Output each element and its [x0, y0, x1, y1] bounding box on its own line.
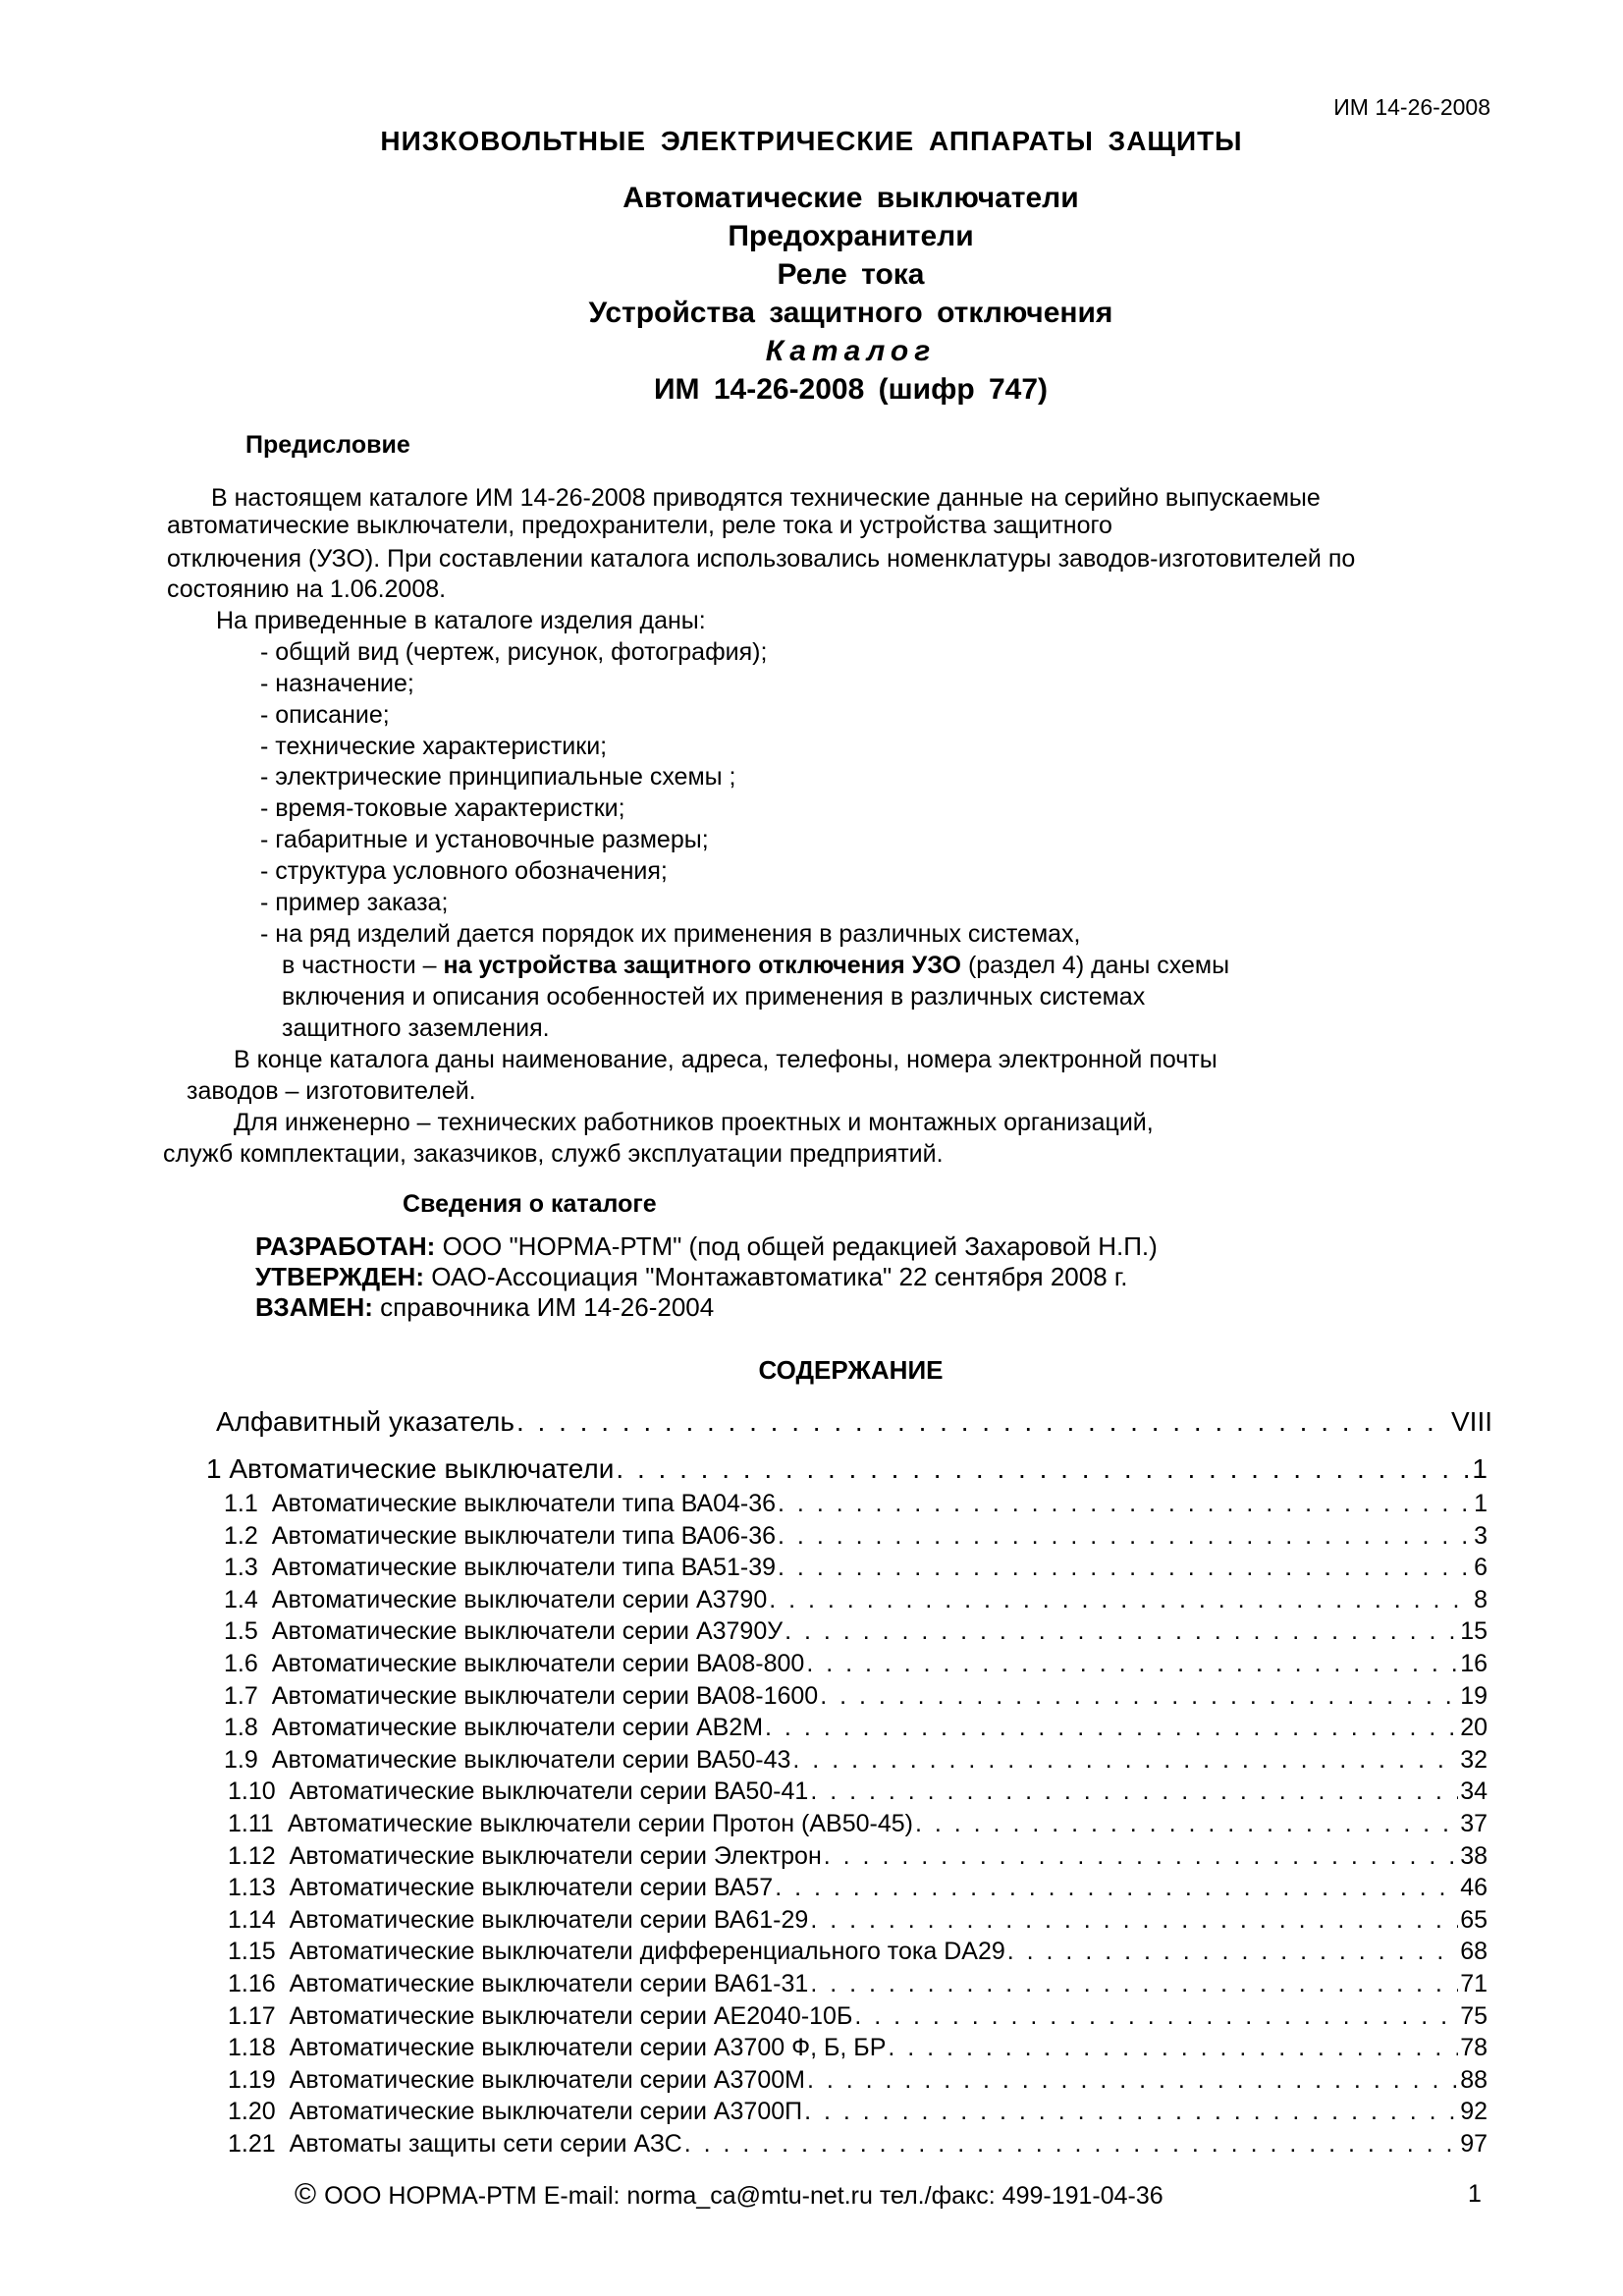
subtitle-relays: Реле тока	[777, 258, 925, 291]
footer-text: ООО НОРМА-РТМ E-mail: norma_ca@mtu-net.ru тел./факс: 499-191-04-36	[324, 2182, 1163, 2210]
toc-row[interactable]	[228, 2098, 1488, 2126]
toc-item-page: 34	[1460, 1777, 1488, 1806]
list-item: - структура условного обозначения;	[260, 857, 668, 885]
toc-item-number: 1.1	[224, 1490, 258, 1517]
toc-row[interactable]	[228, 2130, 1488, 2159]
developed-label: РАЗРАБОТАН:	[255, 1231, 436, 1261]
toc-item-number: 1.11	[228, 1810, 274, 1837]
copyright-icon: ©	[295, 2178, 317, 2211]
toc-index-page: VIII	[1450, 1406, 1492, 1437]
list-item: - технические характеристики;	[260, 733, 608, 760]
toc-item-page: 65	[1460, 1905, 1488, 1934]
toc-item-number: 1.13	[228, 1874, 276, 1902]
toc-item-label: Автоматические выключатели серии ВА08-800	[271, 1650, 805, 1677]
toc-item-number: 1.3	[224, 1554, 258, 1582]
toc-section-page: 1	[1472, 1453, 1488, 1484]
toc-leader	[516, 1406, 1449, 1438]
list-item: - время-токовые характеристки;	[260, 794, 625, 822]
uzo-line	[282, 952, 1229, 979]
toc-row[interactable]	[224, 1554, 1488, 1582]
toc-row[interactable]	[224, 1617, 1488, 1646]
toc-item-number: 1.16	[228, 1970, 276, 1997]
toc-index-label: Алфавитный указатель	[216, 1406, 514, 1437]
toc-leader	[810, 1970, 1458, 1998]
toc-row[interactable]	[228, 1810, 1488, 1838]
toc-item-label: Автоматические выключатели серии А3700М	[289, 2065, 805, 2094]
toc-row[interactable]	[224, 1586, 1488, 1614]
toc-item-label: Автоматические выключатели серии АЕ2040-10Б	[289, 2001, 853, 2030]
toc-item-label: Автоматы защиты сети серии АЗС	[289, 2130, 682, 2158]
preface-line: В конце каталога даны наименование, адреса, телефоны, номера электронной почты	[234, 1046, 1217, 1073]
toc-row[interactable]	[228, 1874, 1488, 1902]
toc-row[interactable]	[228, 1938, 1488, 1966]
toc-row[interactable]	[224, 1650, 1488, 1678]
list-item: - на ряд изделий дается порядок их применения в различных системах,	[260, 920, 1081, 948]
toc-leader	[820, 1682, 1458, 1711]
toc-item-number: 1.10	[228, 1777, 276, 1806]
toc-leader	[765, 1714, 1458, 1742]
toc-row[interactable]	[228, 2034, 1488, 2062]
toc-leader	[616, 1453, 1470, 1485]
toc-leader	[824, 1842, 1458, 1871]
toc-leader	[684, 2130, 1458, 2159]
list-item: - пример заказа;	[260, 889, 449, 916]
toc-item-page: 88	[1460, 2065, 1488, 2094]
toc-row[interactable]	[224, 1714, 1488, 1742]
preface-line: защитного заземления.	[282, 1014, 550, 1042]
toc-item-label: Автоматические выключатели серии ВА50-41	[289, 1777, 809, 1806]
toc-item-number: 1.4	[224, 1585, 258, 1613]
toc-item-label: Автоматические выключатели типа ВА04-36	[271, 1490, 777, 1517]
toc-item-label: Автоматические выключатели серии А3790	[271, 1585, 768, 1613]
preface-line: Для инженерно – технических работников проектных и монтажных организаций,	[234, 1109, 1154, 1136]
toc-item-page: 71	[1460, 1970, 1488, 1997]
toc-item-page: 32	[1460, 1745, 1488, 1774]
toc-item-page: 75	[1460, 2001, 1488, 2030]
toc-item-number: 1.21	[228, 2130, 276, 2158]
preface-heading: Предисловие	[245, 431, 410, 459]
toc-item-page: 46	[1460, 1874, 1488, 1902]
list-item: - общий вид (чертеж, рисунок, фотография);	[260, 638, 768, 666]
footer	[295, 2178, 1163, 2212]
toc-item-number: 1.5	[224, 1617, 258, 1646]
preface-line: служб комплектации, заказчиков, служб эксплуатации предприятий.	[163, 1140, 944, 1168]
preface-line: заводов – изготовителей.	[187, 1077, 476, 1105]
toc-leader	[888, 2034, 1458, 2062]
approved-label: УТВЕРЖДЕН:	[255, 1262, 424, 1291]
toc-item-page: 20	[1460, 1714, 1488, 1742]
toc-leader	[810, 1906, 1458, 1935]
page-number: 1	[1468, 2180, 1482, 2208]
subtitle-breakers: Автоматические выключатели	[622, 182, 1079, 214]
list-item: - назначение;	[260, 670, 414, 697]
toc-item-label: Автоматические выключатели серии А3790У	[271, 1617, 784, 1646]
toc-item-page: 78	[1460, 2034, 1488, 2062]
developed-value: ООО "НОРМА-РТМ" (под общей редакцией Захаровой Н.П.)	[442, 1231, 1158, 1261]
toc-leader	[854, 2002, 1458, 2031]
toc-item-page: 1	[1474, 1490, 1488, 1517]
toc-item-label: Автоматические выключатели серии ВА57	[289, 1874, 774, 1902]
toc-leader	[778, 1554, 1472, 1582]
toc-index-row[interactable]	[216, 1406, 1492, 1438]
list-item: - габаритные и установочные размеры;	[260, 826, 709, 853]
toc-leader	[915, 1810, 1458, 1838]
developed-line	[255, 1231, 1158, 1262]
preface-line: На приведенные в каталоге изделия даны:	[216, 607, 706, 634]
toc-leader	[784, 1617, 1458, 1646]
toc-leader	[1007, 1938, 1458, 1966]
toc-item-label: Автоматические выключатели серии ВА08-1600	[271, 1681, 819, 1710]
toc-item-number: 1.20	[228, 2098, 276, 2126]
toc-item-number: 1.9	[224, 1745, 258, 1774]
uzo-prefix: в частности –	[282, 952, 437, 979]
toc-row[interactable]	[228, 1777, 1488, 1806]
subtitle-rcd: Устройства защитного отключения	[588, 297, 1113, 329]
toc-item-number: 1.6	[224, 1650, 258, 1677]
list-item: - электрические принципиальные схемы ;	[260, 763, 736, 791]
approved-line	[255, 1262, 1158, 1292]
toc-leader	[769, 1586, 1472, 1614]
toc-item-label: Автоматические выключатели дифференциального тока DA29	[289, 1938, 1005, 1966]
toc-item-label: Автоматические выключатели серии АВ2М	[271, 1714, 764, 1742]
toc-item-label: Автоматические выключатели серии ВА61-29	[289, 1905, 809, 1934]
toc-leader	[810, 1777, 1458, 1806]
toc-item-number: 1.14	[228, 1905, 276, 1934]
toc-item-page: 15	[1460, 1617, 1488, 1646]
toc-leader	[807, 2066, 1458, 2095]
toc-item-number: 1.17	[228, 2001, 276, 2030]
toc-row[interactable]	[228, 1906, 1488, 1935]
toc-item-number: 1.18	[228, 2034, 276, 2062]
replaces-line	[255, 1292, 1158, 1323]
toc-item-number: 1.19	[228, 2065, 276, 2094]
toc-row[interactable]	[228, 1842, 1488, 1871]
list-item: - описание;	[260, 701, 390, 729]
toc-item-page: 97	[1460, 2130, 1488, 2158]
subtitle-block	[0, 179, 1623, 409]
toc-item-number: 1.8	[224, 1714, 258, 1742]
toc-item-page: 19	[1460, 1681, 1488, 1710]
toc-leader	[792, 1746, 1458, 1775]
toc-leader	[806, 1650, 1458, 1678]
subtitle-code: ИМ 14-26-2008 (шифр 747)	[653, 373, 1049, 406]
toc-item-label: Автоматические выключатели типа ВА06-36	[271, 1521, 777, 1550]
toc-row[interactable]	[224, 1682, 1488, 1711]
toc-item-number: 1.7	[224, 1681, 258, 1710]
toc-item-page: 38	[1460, 1841, 1488, 1870]
toc-item-label: Автоматические выключатели серии А3700 Ф, Б, БР	[289, 2034, 887, 2062]
toc-item-label: Автоматические выключатели серии Протон (АВ50-45)	[287, 1810, 913, 1837]
toc-leader	[804, 2098, 1458, 2126]
toc-item-page: 8	[1474, 1585, 1488, 1613]
toc-leader	[775, 1874, 1458, 1902]
toc-row[interactable]	[224, 1746, 1488, 1775]
approved-value: ОАО-Ассоциация "Монтажавтоматика" 22 сентября 2008 г.	[431, 1262, 1128, 1291]
subtitle-fuses: Предохранители	[728, 220, 974, 252]
preface-line: состоянию на 1.06.2008.	[167, 575, 447, 603]
about-heading: Сведения о каталоге	[403, 1190, 657, 1218]
toc-row[interactable]	[224, 1490, 1488, 1518]
toc-section-label: 1 Автоматические выключатели	[206, 1453, 615, 1484]
preface-line: включения и описания особенностей их применения в различных системах	[282, 983, 1146, 1011]
toc-row[interactable]	[224, 1522, 1488, 1551]
toc-row[interactable]	[228, 2002, 1488, 2031]
toc-item-page: 37	[1460, 1810, 1488, 1837]
about-block	[255, 1231, 1158, 1323]
subtitle-catalog: Каталог	[765, 335, 937, 367]
toc-leader	[778, 1522, 1472, 1551]
toc-leader	[778, 1490, 1472, 1518]
toc-item-label: Автоматические выключатели серии ВА50-43	[271, 1745, 791, 1774]
toc-item-page: 16	[1460, 1650, 1488, 1677]
toc-row[interactable]	[228, 2066, 1488, 2095]
toc-item-label: Автоматические выключатели серии Электрон	[289, 1841, 822, 1870]
toc-item-label: Автоматические выключатели серии А3700П	[289, 2098, 803, 2126]
toc-item-page: 92	[1460, 2098, 1488, 2126]
toc-item-page: 68	[1460, 1938, 1488, 1966]
preface-line: автоматические выключатели, предохранители, реле тока и устройства защитного	[167, 512, 1112, 539]
document-code: ИМ 14-26-2008	[1333, 94, 1490, 120]
replaces-label: ВЗАМЕН:	[255, 1292, 373, 1322]
toc-row[interactable]	[228, 1970, 1488, 1998]
toc-item-page: 6	[1474, 1554, 1488, 1582]
toc-section-row[interactable]	[206, 1453, 1488, 1485]
toc-item-label: Автоматические выключатели типа ВА51-39	[271, 1554, 777, 1582]
toc-item-page: 3	[1474, 1521, 1488, 1550]
contents-heading: СОДЕРЖАНИЕ	[758, 1355, 944, 1385]
toc-item-label: Автоматические выключатели серии ВА61-31	[289, 1970, 809, 1997]
toc-item-number: 1.2	[224, 1521, 258, 1550]
toc-item-number: 1.15	[228, 1938, 276, 1966]
uzo-suffix: (раздел 4) даны схемы	[967, 952, 1230, 979]
preface-line: В настоящем каталоге ИМ 14-26-2008 приводятся технические данные на серийно выпускаемые	[211, 484, 1321, 512]
toc-item-number: 1.12	[228, 1841, 276, 1870]
uzo-bold-text: на устройства защитного отключения УЗО	[443, 952, 961, 979]
main-title: НИЗКОВОЛЬТНЫЕ ЭЛЕКТРИЧЕСКИЕ АППАРАТЫ ЗАЩИТЫ	[380, 126, 1243, 156]
preface-line: отключения (УЗО). При составлении каталога использовались номенклатуры заводов-изготовителей по	[167, 545, 1356, 573]
replaces-value: справочника ИМ 14-26-2004	[380, 1292, 715, 1322]
